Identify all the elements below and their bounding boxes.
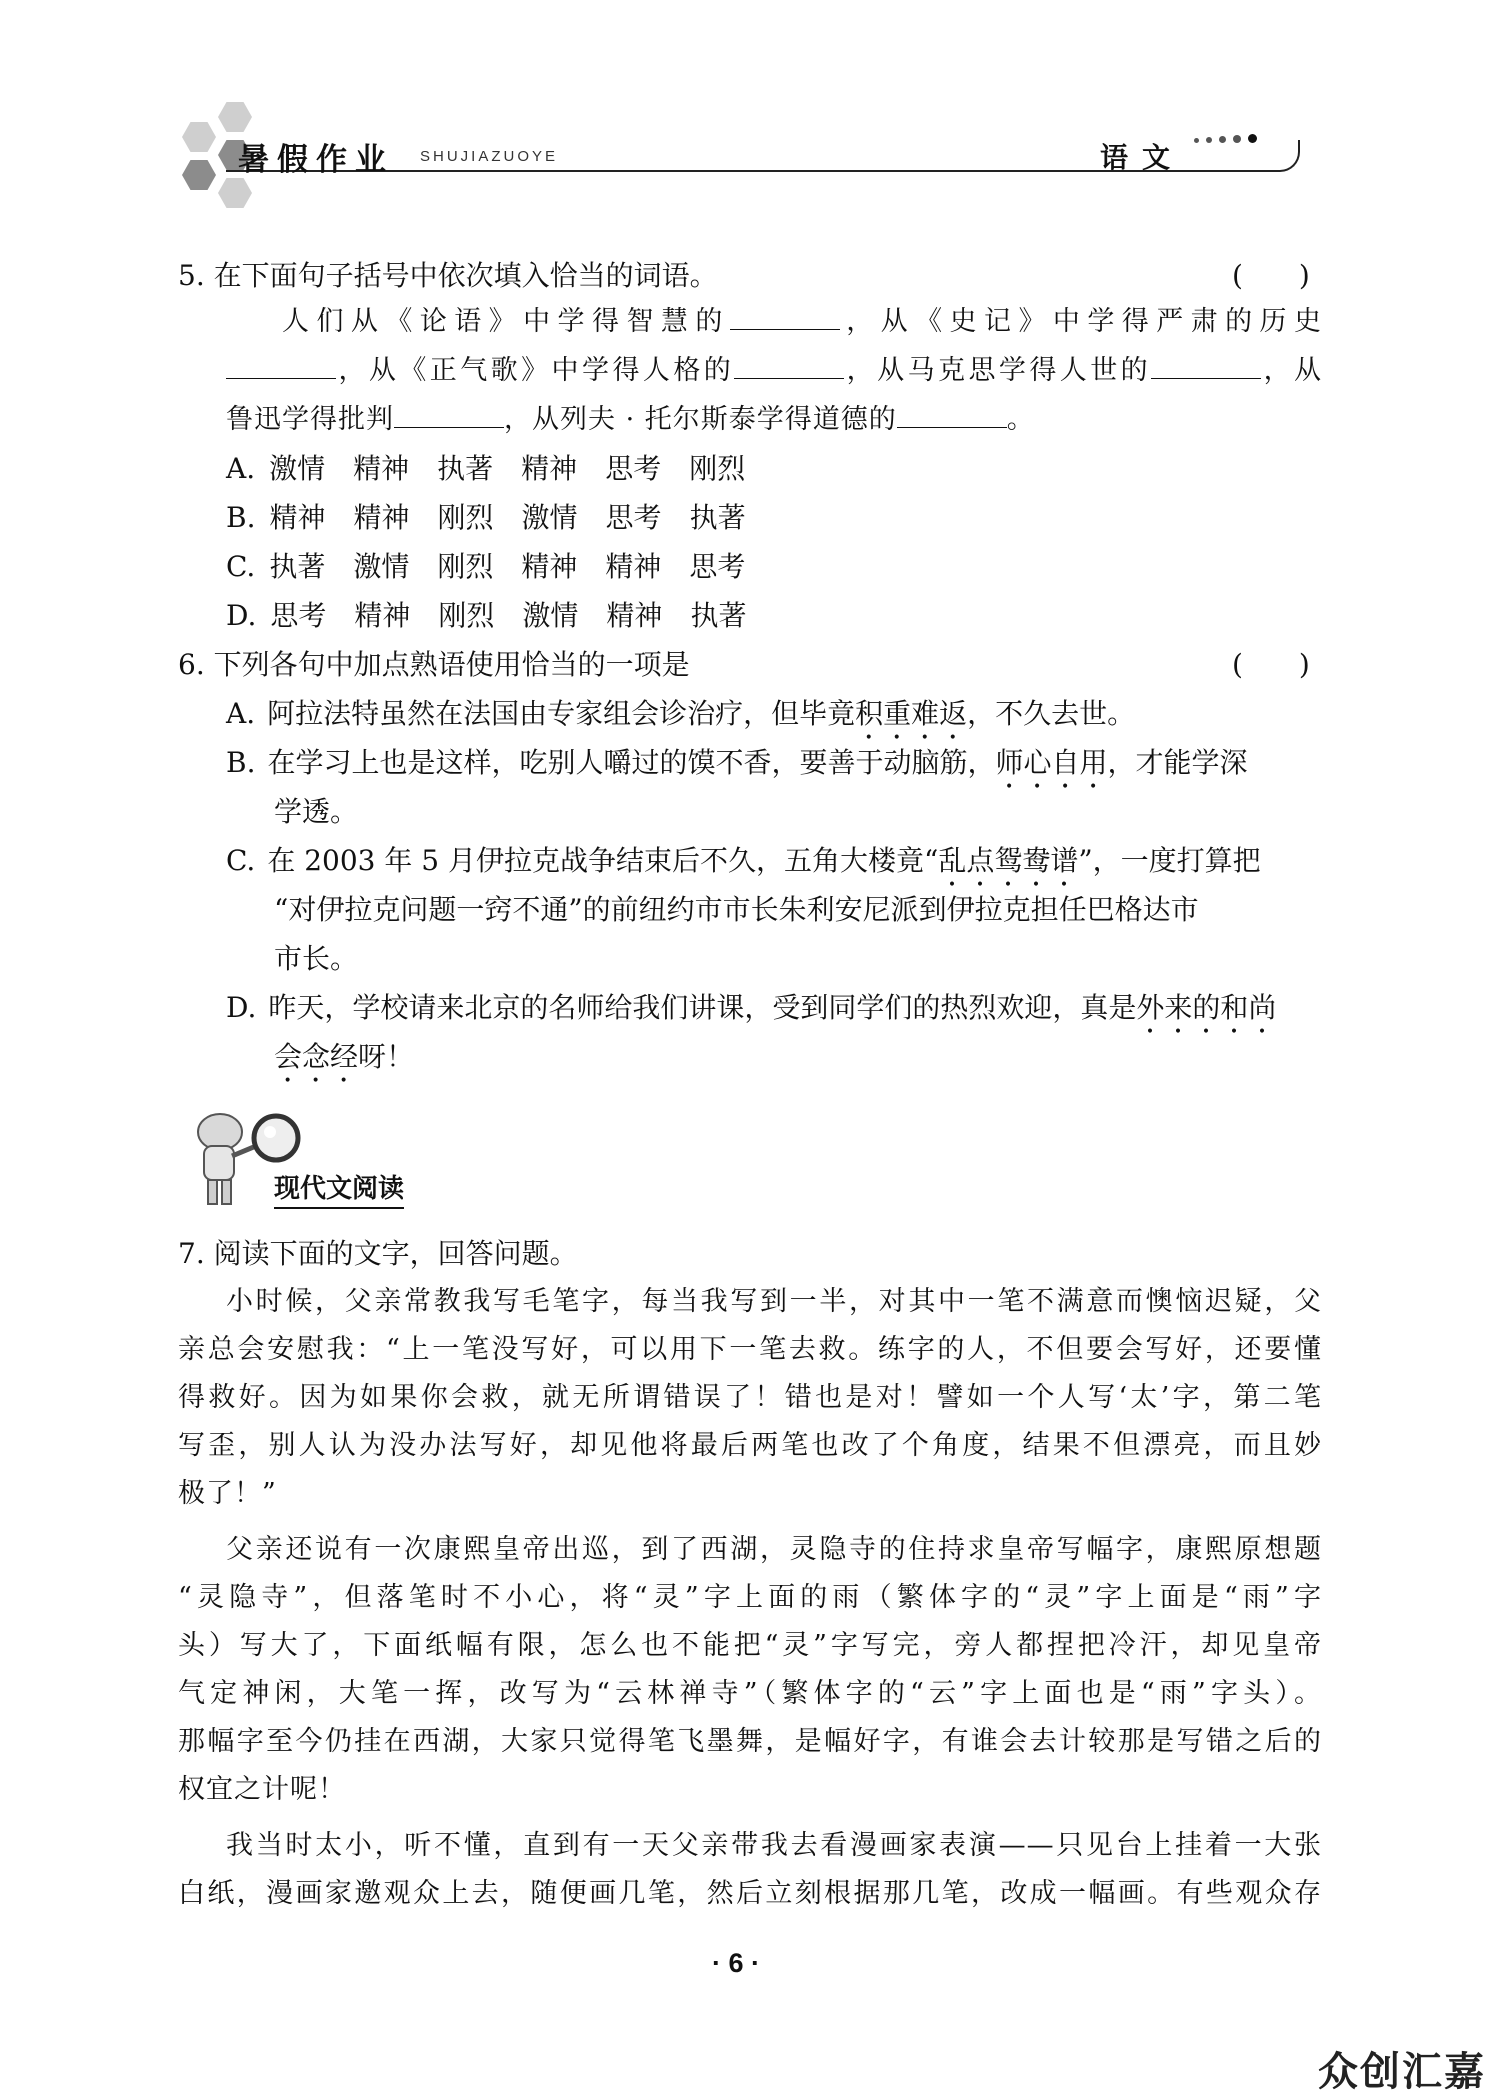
blank[interactable]: [734, 352, 844, 379]
header-title: 暑假作业: [238, 142, 394, 178]
q5-answer-parens: ( ): [1232, 259, 1310, 292]
q6-option-c-line3: 市长。: [274, 942, 359, 975]
q6-option-d-line2: 会念经呀！: [274, 1040, 415, 1073]
q6-option-c-line2: “对伊拉克问题一窍不通”的前纽约市市长朱利安尼派到伊拉克担任巴格达市: [274, 893, 1199, 926]
q5-option-a[interactable]: A. 激情 精神 执著 精神 思考 刚烈: [226, 452, 746, 485]
emphasized-idiom: 乱点鸳鸯谱: [938, 844, 1079, 877]
page-number: · 6 ·: [712, 1948, 761, 1978]
q6-option-d[interactable]: D. 昨天，学校请来北京的名师给我们讲课，受到同学们的热烈欢迎，真是外来的和尚: [226, 991, 1277, 1024]
q6-option-a[interactable]: A. 阿拉法特虽然在法国由专家组会诊治疗，但毕竟积重难返，不久去世。: [226, 697, 1136, 730]
q5-sentence-line1: 人们从《论语》中学得智慧的 ，从《史记》中学得严肃的历史: [282, 302, 1322, 342]
header: [170, 96, 1340, 216]
q5-sentence-line3: 鲁迅学得批判 ，从列夫 · 托尔斯泰学得道德的 。: [226, 400, 1035, 440]
q6-option-b[interactable]: B. 在学习上也是这样，吃别人嚼过的馍不香，要善于动脑筋，师心自用，才能学深: [226, 746, 1248, 779]
header-subject: 语文: [1100, 141, 1185, 174]
section-title: 现代文阅读: [274, 1168, 404, 1209]
q6-answer-parens: ( ): [1232, 648, 1310, 681]
q6-option-b-cont: 学透。: [274, 795, 359, 828]
q5-sentence-line2: ，从《正气歌》中学得人格的 ，从马克思学得人世的 ，从: [226, 351, 1322, 391]
blank[interactable]: [1151, 352, 1261, 379]
q5-stem: 5. 在下面句子括号中依次填入恰当的词语。: [178, 259, 718, 292]
blank[interactable]: [226, 352, 336, 379]
watermark: 众创汇嘉: [1318, 2049, 1486, 2095]
emphasized-idiom: 师心自用: [995, 746, 1108, 779]
emphasized-idiom: 外来的和尚: [1136, 991, 1277, 1024]
q7-stem: 7. 阅读下面的文字，回答问题。: [178, 1237, 578, 1270]
reading-section-header: [178, 1102, 498, 1212]
q5-option-c[interactable]: C. 执著 激情 刚烈 精神 精神 思考: [226, 550, 746, 583]
q5-option-b[interactable]: B. 精神 精神 刚烈 激情 思考 执著: [226, 501, 746, 534]
blank[interactable]: [897, 401, 1007, 428]
blank[interactable]: [730, 303, 840, 330]
header-subtitle: SHUJIAZUOYE: [420, 148, 559, 165]
blank[interactable]: [394, 401, 504, 428]
emphasized-idiom: 会念经: [274, 1040, 359, 1073]
emphasized-idiom: 积重难返: [855, 697, 968, 730]
q6-stem: 6. 下列各句中加点熟语使用恰当的一项是: [178, 648, 690, 681]
q6-option-c[interactable]: C. 在 2003 年 5 月伊拉克战争结束后不久，五角大楼竟“乱点鸳鸯谱”，一度打算把: [226, 844, 1261, 877]
q5-option-d[interactable]: D. 思考 精神 刚烈 激情 精神 执著: [226, 599, 747, 632]
